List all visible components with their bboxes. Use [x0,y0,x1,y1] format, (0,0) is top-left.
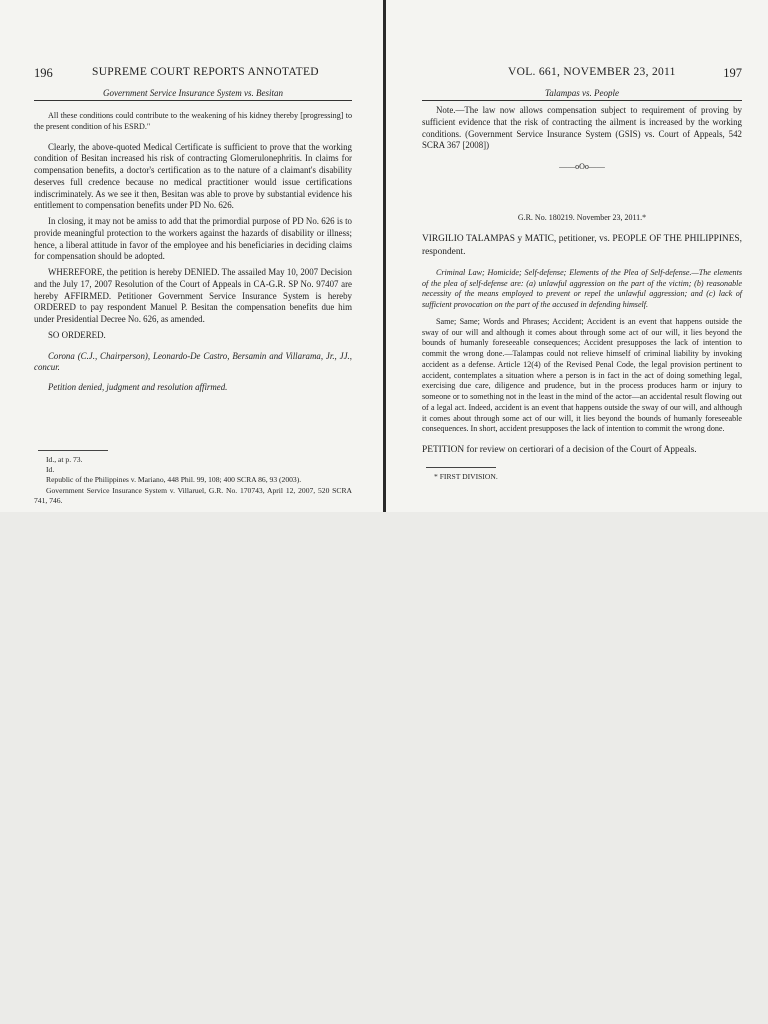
syllabus-paragraph: Criminal Law; Homicide; Self-defense; Elements of the Plea of Self-defense.—The elements of the plea of self-defense are: (a) unlawful aggression on the part of the victim; (b) reasonable necessity of the means employed to prevent or repel the unlawful aggression; and (c) lack of sufficient provocation on the part of the accused in defending himself. [422,267,742,310]
header-rule [34,100,352,101]
header-title: VOL. 661, NOVEMBER 23, 2011 [508,66,676,78]
case-parties: VIRGILIO TALAMPAS y MATIC, petitioner, vs. PEOPLE OF THE PHILIPPINES, respondent. [422,234,742,257]
body-paragraph: In closing, it may not be amiss to add that the primordial purpose of PD No. 626 is to provide meaningful protection to the workers against the hazards of disability or illness; hence, a liberal attitude in favor of the employee and his beneficiaries in deciding claims for compensation should be adopted. [34,216,352,262]
page-196-content [34,66,352,506]
footnote: Republic of the Philippines v. Mariano, 448 Phil. 99, 108; 400 SCRA 86, 93 (2003). [46,475,302,485]
concurrence: Corona (C.J., Chairperson), Leonardo-De Castro, Bersamin and Villarama, Jr., JJ., concur. [34,350,352,373]
footnote: Id., at p. 73. [46,454,83,464]
so-ordered: SO ORDERED. [48,329,106,340]
quoted-passage: All these conditions could contribute to the weakening of his kidney thereby [progressing] to the present condition of his ESRD." [34,111,352,131]
header-rule [422,100,742,101]
syllabus-paragraph: Same; Same; Words and Phrases; Accident; Accident is an event that happens outside the sway of our will and although it comes about through some act of our will, it lies beyond the bounds of humanly foreseeable consequences; Accident presupposes the lack of intention to commit the wrong done.—Talampas could not relieve himself of criminal liability by invoking accident as a defense. Article 12(4) of the Revised Penal Code, the legal provision pertinent to accident, contemplates a situation where a person is in fact in the act of doing something legal, exercising due care, diligence and prudence, but in the process produces harm or injury to someone or to something not in the least in the mind of the actor—an accidental result flowing out of a legal act. Indeed, accident is an event that happens outside the sway of our will, and although it comes about through some act of our will, it lies beyond the bounds of humanly foreseeable consequences. In short, accident presupposes the lack of intention to commit the wrong done. [422,316,742,434]
footnote-rule [426,467,496,468]
footnote-rule [38,450,108,451]
page-header [34,66,352,82]
note-paragraph: Note.—The law now allows compensation subject to requirement of proving by sufficient evidence that the risk of contracting the ailment is increased by the working conditions. (Government Service Insurance System (GSIS) vs. Court of Appeals, 542 SCRA 367 [2008]) [422,105,742,151]
footnote: Id. [46,465,55,474]
petition-line: PETITION for review on certiorari of a decision of the Court of Appeals. [422,445,697,456]
footnote: * FIRST DIVISION. [434,471,498,481]
footnote: Government Service Insurance System v. Villaruel, G.R. No. 170743, April 12, 2007, 520 SCRA 741, 746. [34,485,352,505]
body-paragraph: Clearly, the above-quoted Medical Certificate is sufficient to prove that the working condition of Besitan increased his risk of contracting Glomerulonephritis. In claims for compensation benefits, a doctor's certification as to the nature of a claimant's disability deserves full credence because no medical practitioner would issue certifications indiscriminately. As we see it then, Besitan was able to prove by substantial evidence his entitlement to compensation benefits under PD No. 626. [34,141,352,211]
page-number: 197 [723,66,742,80]
page-header [422,66,742,82]
separator: ——oOo—— [559,162,605,171]
page-196 [0,0,384,512]
footnotes [422,467,742,482]
page-197-content [422,66,742,482]
footnotes [34,450,352,506]
running-head: Government Service Insurance System vs. Besitan [103,88,283,98]
header-title: SUPREME COURT REPORTS ANNOTATED [92,66,319,78]
dispositive-paragraph: WHEREFORE, the petition is hereby DENIED. The assailed May 10, 2007 Decision and the July 17, 2007 Resolution of the Court of Appeals in CA-G.R. SP No. 97407 are hereby AFFIRMED. Petitioner Government Service Insurance System is hereby ORDERED to pay respondent Manuel P. Besitan the compensation benefits due him under Presidential Decree No. 626, as amended. [34,267,352,324]
page-197 [386,0,768,512]
gr-number: G.R. No. 180219. November 23, 2011.* [517,212,647,222]
result-line: Petition denied, judgment and resolution affirmed. [48,382,228,392]
page-number: 196 [34,66,53,80]
running-head: Talampas vs. People [545,88,619,98]
